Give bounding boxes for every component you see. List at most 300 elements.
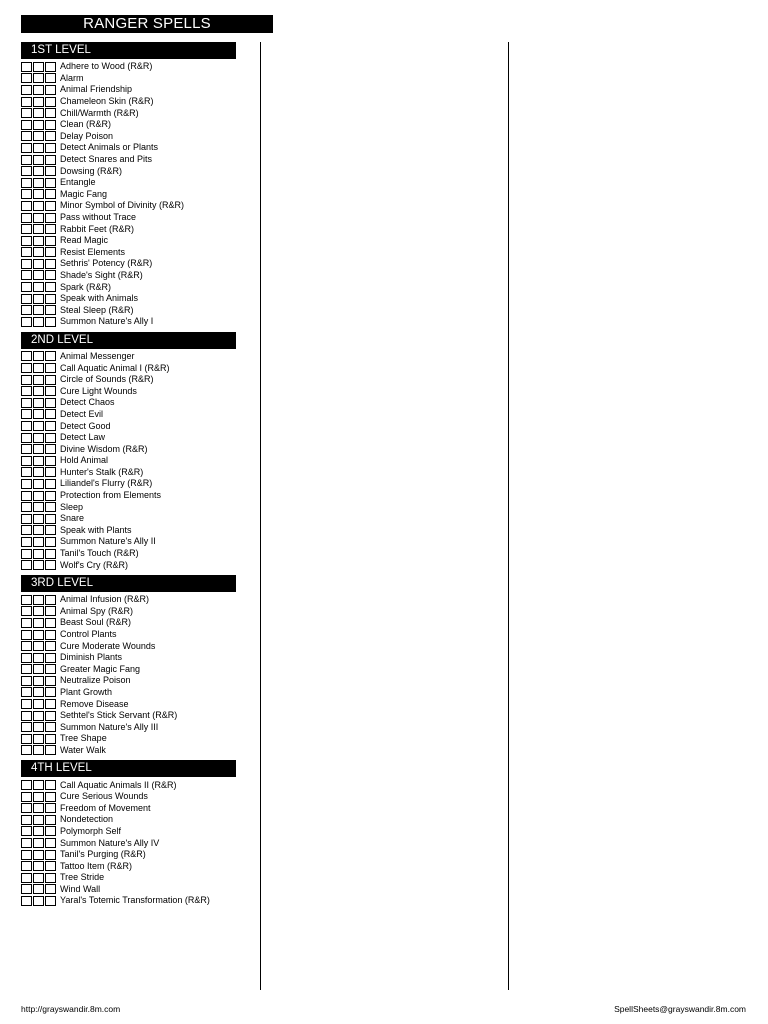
checkbox-group xyxy=(21,699,57,709)
spell-checkbox[interactable] xyxy=(45,189,56,199)
spell-name: Delay Poison xyxy=(60,130,114,141)
spell-checkbox[interactable] xyxy=(21,282,32,292)
spell-checkbox[interactable] xyxy=(33,884,44,894)
spell-name: Dowsing (R&R) xyxy=(60,165,123,176)
spell-name: Tree Shape xyxy=(60,733,107,744)
spell-checkbox[interactable] xyxy=(21,166,32,176)
spell-checkbox[interactable] xyxy=(45,491,56,501)
spell-checkbox[interactable] xyxy=(33,398,44,408)
spell-checkbox[interactable] xyxy=(33,131,44,141)
spell-checkbox[interactable] xyxy=(33,850,44,860)
spell-checkbox[interactable] xyxy=(45,711,56,721)
spell-checkbox[interactable] xyxy=(45,351,56,361)
spell-checkbox[interactable] xyxy=(45,803,56,813)
spell-checkbox[interactable] xyxy=(45,85,56,95)
spell-name: Cure Light Wounds xyxy=(60,385,137,396)
spell-checkbox[interactable] xyxy=(33,155,44,165)
spell-checkbox[interactable] xyxy=(45,595,56,605)
spell-name: Sleep xyxy=(60,501,84,512)
spell-name: Chill/Warmth (R&R) xyxy=(60,107,139,118)
spell-checkbox[interactable] xyxy=(45,178,56,188)
spell-name: Detect Animals or Plants xyxy=(60,142,159,153)
checkbox-group xyxy=(21,792,57,802)
spell-checkbox[interactable] xyxy=(21,676,32,686)
spell-checkbox[interactable] xyxy=(21,711,32,721)
spell-checkbox[interactable] xyxy=(45,363,56,373)
spell-name: Polymorph Self xyxy=(60,825,122,836)
spell-checkbox[interactable] xyxy=(45,826,56,836)
spell-checkbox[interactable] xyxy=(21,467,32,477)
spell-checkbox[interactable] xyxy=(21,595,32,605)
checkbox-group xyxy=(21,606,57,616)
spell-row xyxy=(21,397,236,409)
checkbox-group xyxy=(21,317,57,327)
spell-checkbox[interactable] xyxy=(33,305,44,315)
spell-checkbox[interactable] xyxy=(45,873,56,883)
spell-checkbox[interactable] xyxy=(45,641,56,651)
spell-checkbox[interactable] xyxy=(33,537,44,547)
checkbox-group xyxy=(21,653,57,663)
spell-row xyxy=(21,420,236,432)
spell-row xyxy=(21,826,236,838)
spell-name: Circle of Sounds (R&R) xyxy=(60,374,154,385)
spell-checkbox[interactable] xyxy=(21,815,32,825)
spell-name: Spark (R&R) xyxy=(60,281,112,292)
spell-checkbox[interactable] xyxy=(33,560,44,570)
spell-checkbox[interactable] xyxy=(21,792,32,802)
spell-checkbox[interactable] xyxy=(21,549,32,559)
spell-checkbox[interactable] xyxy=(45,850,56,860)
spell-name: Yaral's Totemic Transformation (R&R) xyxy=(60,895,210,906)
spell-checkbox[interactable] xyxy=(21,618,32,628)
spell-checkbox[interactable] xyxy=(21,73,32,83)
spell-checkbox[interactable] xyxy=(45,560,56,570)
checkbox-group xyxy=(21,294,57,304)
spell-checkbox[interactable] xyxy=(21,62,32,72)
spell-name: Detect Law xyxy=(60,432,106,443)
spell-row xyxy=(21,860,236,872)
spell-checkbox[interactable] xyxy=(21,664,32,674)
spell-checkbox[interactable] xyxy=(21,734,32,744)
spell-checkbox[interactable] xyxy=(45,699,56,709)
spell-checkbox[interactable] xyxy=(33,166,44,176)
checkbox-group xyxy=(21,143,57,153)
spell-name: Tanil's Purging (R&R) xyxy=(60,849,146,860)
spell-checkbox[interactable] xyxy=(45,525,56,535)
spell-checkbox[interactable] xyxy=(45,375,56,385)
spell-row xyxy=(21,710,236,722)
spell-checkbox[interactable] xyxy=(21,155,32,165)
spell-checkbox[interactable] xyxy=(45,838,56,848)
spell-checkbox[interactable] xyxy=(21,375,32,385)
spell-checkbox[interactable] xyxy=(21,120,32,130)
spell-name: Summon Nature's Ally III xyxy=(60,721,159,732)
spell-checkbox[interactable] xyxy=(21,213,32,223)
spell-checkbox[interactable] xyxy=(33,213,44,223)
spell-row xyxy=(21,895,236,907)
spell-checkbox[interactable] xyxy=(21,560,32,570)
spell-checkbox[interactable] xyxy=(33,606,44,616)
spell-checkbox[interactable] xyxy=(21,687,32,697)
spell-name: Cure Moderate Wounds xyxy=(60,640,156,651)
spell-checkbox[interactable] xyxy=(33,85,44,95)
spell-checkbox[interactable] xyxy=(21,259,32,269)
footer-email: SpellSheets@grayswandir.8m.com xyxy=(614,1004,746,1014)
spell-checkbox[interactable] xyxy=(33,525,44,535)
spell-checkbox[interactable] xyxy=(33,409,44,419)
spell-checkbox[interactable] xyxy=(21,108,32,118)
spell-checkbox[interactable] xyxy=(33,676,44,686)
spell-checkbox[interactable] xyxy=(33,317,44,327)
spell-checkbox[interactable] xyxy=(21,409,32,419)
spell-checkbox[interactable] xyxy=(33,838,44,848)
spell-row xyxy=(21,791,236,803)
spell-row xyxy=(21,548,236,560)
spell-checkbox[interactable] xyxy=(21,131,32,141)
spell-checkbox[interactable] xyxy=(45,97,56,107)
column-divider-left xyxy=(260,42,261,990)
spell-checkbox[interactable] xyxy=(45,687,56,697)
spell-checkbox[interactable] xyxy=(45,467,56,477)
spell-checkbox[interactable] xyxy=(21,838,32,848)
spell-checkbox[interactable] xyxy=(45,815,56,825)
spell-checkbox[interactable] xyxy=(21,143,32,153)
spell-checkbox[interactable] xyxy=(45,537,56,547)
spell-name: Freedom of Movement xyxy=(60,802,151,813)
spell-checkbox[interactable] xyxy=(21,850,32,860)
checkbox-group xyxy=(21,896,57,906)
spell-checkbox[interactable] xyxy=(21,537,32,547)
spell-row xyxy=(21,501,236,513)
spell-checkbox[interactable] xyxy=(33,386,44,396)
spell-section xyxy=(21,575,236,756)
spell-checkbox[interactable] xyxy=(21,896,32,906)
spell-checkbox[interactable] xyxy=(21,641,32,651)
spell-checkbox[interactable] xyxy=(33,73,44,83)
spell-checkbox[interactable] xyxy=(45,236,56,246)
spell-checkbox[interactable] xyxy=(33,467,44,477)
spell-checkbox[interactable] xyxy=(45,549,56,559)
spell-checkbox[interactable] xyxy=(21,491,32,501)
spell-checkbox[interactable] xyxy=(45,861,56,871)
spell-name: Animal Infusion (R&R) xyxy=(60,594,150,605)
spell-checkbox[interactable] xyxy=(45,294,56,304)
spell-checkbox[interactable] xyxy=(33,803,44,813)
spell-checkbox[interactable] xyxy=(21,514,32,524)
spell-name: Resist Elements xyxy=(60,246,126,257)
spell-checkbox[interactable] xyxy=(45,653,56,663)
checkbox-group xyxy=(21,166,57,176)
spell-checkbox[interactable] xyxy=(45,282,56,292)
spell-row xyxy=(21,316,236,328)
spell-checkbox[interactable] xyxy=(33,711,44,721)
spell-checkbox[interactable] xyxy=(33,282,44,292)
spell-checkbox[interactable] xyxy=(33,734,44,744)
spell-checkbox[interactable] xyxy=(33,62,44,72)
spell-checkbox[interactable] xyxy=(45,131,56,141)
checkbox-group xyxy=(21,687,57,697)
spell-checkbox[interactable] xyxy=(33,294,44,304)
spell-checkbox[interactable] xyxy=(21,421,32,431)
spell-checkbox[interactable] xyxy=(33,351,44,361)
spell-row xyxy=(21,594,236,606)
spell-checkbox[interactable] xyxy=(45,606,56,616)
spell-checkbox[interactable] xyxy=(33,630,44,640)
spell-checkbox[interactable] xyxy=(33,502,44,512)
spell-checkbox[interactable] xyxy=(45,502,56,512)
spell-checkbox[interactable] xyxy=(21,201,32,211)
spell-checkbox[interactable] xyxy=(21,236,32,246)
spell-name: Plant Growth xyxy=(60,686,113,697)
spell-checkbox[interactable] xyxy=(33,108,44,118)
spell-checkbox[interactable] xyxy=(45,409,56,419)
spell-row xyxy=(21,687,236,699)
spell-name: Animal Spy (R&R) xyxy=(60,605,134,616)
spell-checkbox[interactable] xyxy=(33,826,44,836)
spell-checkbox[interactable] xyxy=(45,734,56,744)
spell-checkbox[interactable] xyxy=(33,653,44,663)
spell-checkbox[interactable] xyxy=(33,514,44,524)
spell-row xyxy=(21,374,236,386)
checkbox-group xyxy=(21,467,57,477)
spell-row xyxy=(21,675,236,687)
spell-row xyxy=(21,513,236,525)
spell-checkbox[interactable] xyxy=(45,247,56,257)
spell-checkbox[interactable] xyxy=(21,386,32,396)
spell-checkbox[interactable] xyxy=(45,896,56,906)
spell-checkbox[interactable] xyxy=(21,699,32,709)
spell-name: Animal Messenger xyxy=(60,350,135,361)
spell-checkbox[interactable] xyxy=(21,456,32,466)
spell-name: Water Walk xyxy=(60,744,106,755)
checkbox-group xyxy=(21,247,57,257)
spell-checkbox[interactable] xyxy=(45,398,56,408)
spell-checkbox[interactable] xyxy=(33,433,44,443)
spell-checkbox[interactable] xyxy=(33,815,44,825)
spell-checkbox[interactable] xyxy=(33,363,44,373)
spell-checkbox[interactable] xyxy=(21,317,32,327)
spell-checkbox[interactable] xyxy=(33,722,44,732)
spell-checkbox[interactable] xyxy=(33,236,44,246)
checkbox-group xyxy=(21,850,57,860)
spell-checkbox[interactable] xyxy=(33,491,44,501)
spell-name: Beast Soul (R&R) xyxy=(60,617,132,628)
checkbox-group xyxy=(21,745,57,755)
spell-checkbox[interactable] xyxy=(33,664,44,674)
spell-checkbox[interactable] xyxy=(33,444,44,454)
spell-checkbox[interactable] xyxy=(21,653,32,663)
checkbox-group xyxy=(21,595,57,605)
checkbox-group xyxy=(21,664,57,674)
spell-row xyxy=(21,779,236,791)
spell-checkbox[interactable] xyxy=(21,178,32,188)
spell-checkbox[interactable] xyxy=(21,444,32,454)
spell-checkbox[interactable] xyxy=(33,247,44,257)
spell-section xyxy=(21,42,236,328)
spell-checkbox[interactable] xyxy=(45,745,56,755)
spell-checkbox[interactable] xyxy=(45,224,56,234)
spell-row xyxy=(21,107,236,119)
spell-row xyxy=(21,721,236,733)
spell-checkbox[interactable] xyxy=(33,178,44,188)
checkbox-group xyxy=(21,884,57,894)
checkbox-group xyxy=(21,525,57,535)
spell-checkbox[interactable] xyxy=(21,294,32,304)
spell-checkbox[interactable] xyxy=(45,456,56,466)
spell-checkbox[interactable] xyxy=(33,861,44,871)
spell-checkbox[interactable] xyxy=(33,780,44,790)
spell-checkbox[interactable] xyxy=(21,97,32,107)
spell-checkbox[interactable] xyxy=(21,85,32,95)
checkbox-group xyxy=(21,73,57,83)
spell-checkbox[interactable] xyxy=(45,201,56,211)
spell-checkbox[interactable] xyxy=(45,780,56,790)
spell-checkbox[interactable] xyxy=(33,201,44,211)
spell-checkbox[interactable] xyxy=(45,270,56,280)
spell-checkbox[interactable] xyxy=(45,213,56,223)
spell-checkbox[interactable] xyxy=(21,630,32,640)
spell-row xyxy=(21,84,236,96)
spell-checkbox[interactable] xyxy=(21,884,32,894)
spell-checkbox[interactable] xyxy=(21,398,32,408)
spell-name: Speak with Plants xyxy=(60,524,132,535)
spell-checkbox[interactable] xyxy=(33,270,44,280)
spell-row xyxy=(21,536,236,548)
footer-website: http://grayswandir.8m.com xyxy=(21,1004,121,1014)
spell-checkbox[interactable] xyxy=(33,97,44,107)
spell-row xyxy=(21,409,236,421)
spell-name: Wind Wall xyxy=(60,883,101,894)
spell-checkbox[interactable] xyxy=(21,305,32,315)
spell-checkbox[interactable] xyxy=(33,189,44,199)
spell-checkbox[interactable] xyxy=(21,826,32,836)
spell-checkbox[interactable] xyxy=(21,722,32,732)
checkbox-group xyxy=(21,305,57,315)
spell-checkbox[interactable] xyxy=(21,351,32,361)
spell-checkbox[interactable] xyxy=(45,884,56,894)
spell-checkbox[interactable] xyxy=(33,792,44,802)
spell-checkbox[interactable] xyxy=(45,479,56,489)
spell-checkbox[interactable] xyxy=(33,479,44,489)
spell-checkbox[interactable] xyxy=(21,247,32,257)
spell-checkbox[interactable] xyxy=(45,618,56,628)
spell-checkbox[interactable] xyxy=(45,73,56,83)
spell-name: Chameleon Skin (R&R) xyxy=(60,96,154,107)
spell-checkbox[interactable] xyxy=(33,641,44,651)
spell-checkbox[interactable] xyxy=(45,722,56,732)
spell-checkbox[interactable] xyxy=(21,873,32,883)
spell-name: Detect Evil xyxy=(60,408,104,419)
spell-row xyxy=(21,142,236,154)
spell-checkbox[interactable] xyxy=(21,525,32,535)
spell-checkbox[interactable] xyxy=(21,189,32,199)
spell-checkbox[interactable] xyxy=(45,433,56,443)
spell-checkbox[interactable] xyxy=(21,479,32,489)
spell-checkbox[interactable] xyxy=(21,502,32,512)
spell-checkbox[interactable] xyxy=(21,606,32,616)
level-heading: 1ST LEVEL xyxy=(21,42,236,59)
spell-checkbox[interactable] xyxy=(21,803,32,813)
spell-checkbox[interactable] xyxy=(33,699,44,709)
spell-name: Neutralize Poison xyxy=(60,675,131,686)
checkbox-group xyxy=(21,560,57,570)
spell-checkbox[interactable] xyxy=(45,305,56,315)
checkbox-group xyxy=(21,375,57,385)
spell-name: Clean (R&R) xyxy=(60,119,112,130)
spell-checkbox[interactable] xyxy=(33,896,44,906)
spell-name: Snare xyxy=(60,513,85,524)
spell-checkbox[interactable] xyxy=(33,224,44,234)
spell-checkbox[interactable] xyxy=(45,676,56,686)
spell-checkbox[interactable] xyxy=(21,270,32,280)
spell-checkbox[interactable] xyxy=(45,62,56,72)
spell-checkbox[interactable] xyxy=(33,421,44,431)
checkbox-group xyxy=(21,363,57,373)
spell-checkbox[interactable] xyxy=(45,166,56,176)
checkbox-group xyxy=(21,734,57,744)
spell-name: Control Plants xyxy=(60,629,117,640)
spell-checkbox[interactable] xyxy=(21,433,32,443)
spell-checkbox[interactable] xyxy=(21,224,32,234)
spell-checkbox[interactable] xyxy=(33,745,44,755)
spell-checkbox[interactable] xyxy=(45,421,56,431)
spell-checkbox[interactable] xyxy=(21,745,32,755)
spell-checkbox[interactable] xyxy=(21,861,32,871)
spell-checkbox[interactable] xyxy=(45,259,56,269)
spell-checkbox[interactable] xyxy=(45,514,56,524)
spell-row xyxy=(21,698,236,710)
spell-checkbox[interactable] xyxy=(45,155,56,165)
spell-checkbox[interactable] xyxy=(45,386,56,396)
spell-checkbox[interactable] xyxy=(45,143,56,153)
spell-name: Adhere to Wood (R&R) xyxy=(60,61,153,72)
spell-checkbox[interactable] xyxy=(45,444,56,454)
spell-row xyxy=(21,432,236,444)
spell-name: Read Magic xyxy=(60,235,109,246)
spell-row xyxy=(21,200,236,212)
spell-checkbox[interactable] xyxy=(33,595,44,605)
spell-checkbox[interactable] xyxy=(33,259,44,269)
checkbox-group xyxy=(21,456,57,466)
checkbox-group xyxy=(21,398,57,408)
spell-checkbox[interactable] xyxy=(45,630,56,640)
spell-checkbox[interactable] xyxy=(33,549,44,559)
spell-row xyxy=(21,443,236,455)
spell-checkbox[interactable] xyxy=(33,618,44,628)
spell-checkbox[interactable] xyxy=(45,108,56,118)
spell-checkbox[interactable] xyxy=(45,120,56,130)
spell-name: Summon Nature's Ally IV xyxy=(60,837,160,848)
spell-row xyxy=(21,478,236,490)
spell-checkbox[interactable] xyxy=(33,456,44,466)
spell-checkbox[interactable] xyxy=(33,375,44,385)
spell-checkbox[interactable] xyxy=(33,873,44,883)
checkbox-group xyxy=(21,131,57,141)
spell-checkbox[interactable] xyxy=(45,317,56,327)
spell-checkbox[interactable] xyxy=(33,143,44,153)
spell-checkbox[interactable] xyxy=(45,664,56,674)
spell-checkbox[interactable] xyxy=(33,120,44,130)
spell-name: Steal Sleep (R&R) xyxy=(60,304,134,315)
spell-checkbox[interactable] xyxy=(21,780,32,790)
spell-name: Divine Wisdom (R&R) xyxy=(60,443,148,454)
spell-checkbox[interactable] xyxy=(33,687,44,697)
spell-checkbox[interactable] xyxy=(21,363,32,373)
spell-row xyxy=(21,61,236,73)
spell-checkbox[interactable] xyxy=(45,792,56,802)
spell-row xyxy=(21,467,236,479)
spell-name: Tattoo Item (R&R) xyxy=(60,860,133,871)
